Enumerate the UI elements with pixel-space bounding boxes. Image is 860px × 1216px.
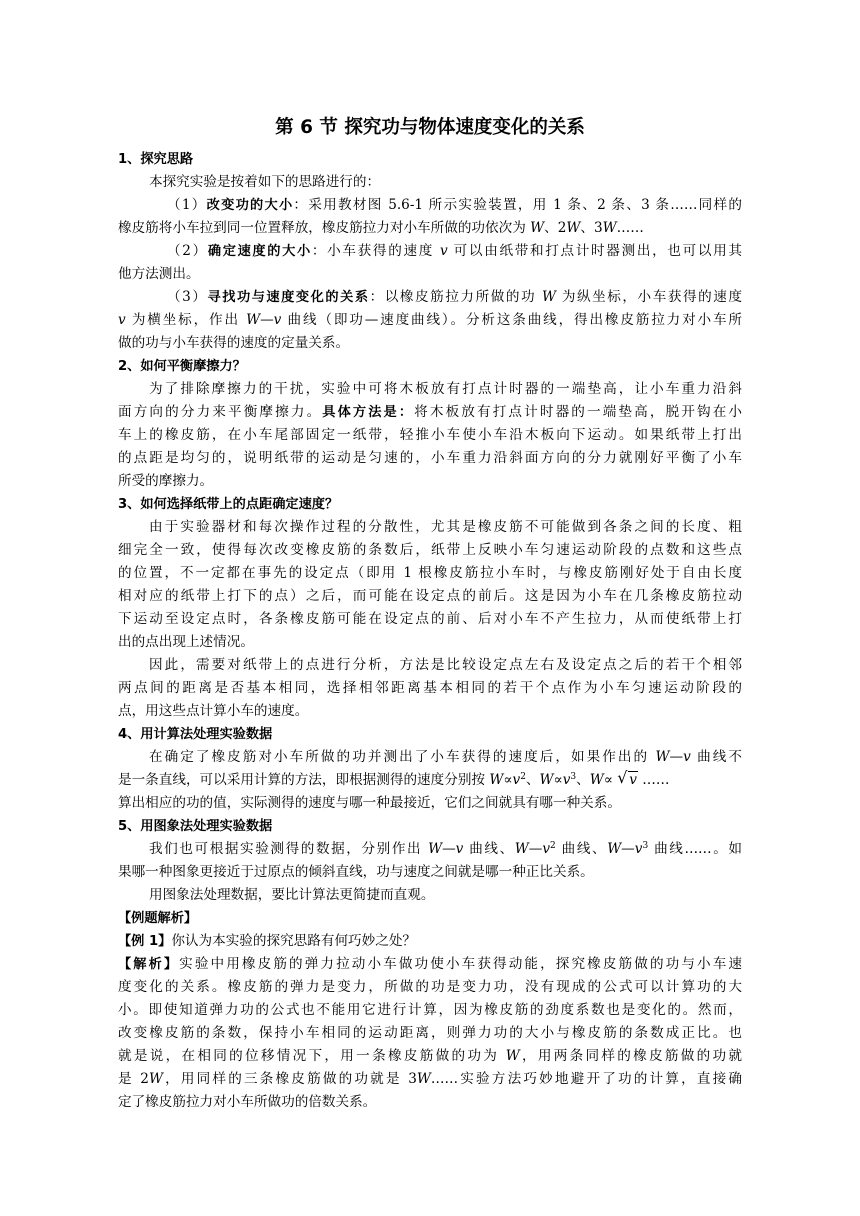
curve-name: W—v <box>514 841 551 857</box>
text-run: 就是说，在相同的位移情况下，用一条橡皮筋做的功为 <box>118 1048 506 1064</box>
text-run: 曲线……。如 <box>648 841 742 857</box>
radical-sign-icon: √ <box>617 769 628 787</box>
var-w: W <box>566 220 581 236</box>
paragraph-line <box>118 838 742 861</box>
exponent: 3 <box>642 841 649 851</box>
relation-sqrt: W∝ <box>589 772 613 788</box>
page-title: 第 6 节 探究功与物体速度变化的关系 <box>275 117 585 138</box>
text-run: 曲线、 <box>463 841 515 857</box>
text-run: 、3 <box>580 220 603 236</box>
paragraph-line <box>118 217 742 240</box>
text-run: 在确定了橡皮筋对小车所做的功并测出了小车获得的速度后，如果作出的 <box>149 749 656 765</box>
paragraph-line <box>118 1045 742 1068</box>
example-question <box>118 930 742 953</box>
paragraph-line <box>118 746 742 769</box>
paragraph-line: 车上的橡皮筋，在小车尾部固定一纸带，轻推小车使小车沿木板向下运动。如果纸带上打出 <box>118 427 742 443</box>
text-run: 曲线、 <box>555 841 608 857</box>
paragraph-line: 点，用这些点计算小车的速度。 <box>118 703 309 719</box>
text-run: 为纵坐标，小车获得的速度 <box>555 289 742 305</box>
paragraph-line: 出的点出现上述情况。 <box>118 634 254 650</box>
text-run: ：小车获得的速度 <box>311 243 440 259</box>
relation-v3: W∝v <box>539 772 571 788</box>
bold-term: 寻找功与速度变化的关系 <box>207 290 370 305</box>
text-run: 曲线（即功—速度曲线）。分析这条曲线，得出橡皮筋拉力对小车所 <box>281 312 742 328</box>
text-run: 、2 <box>544 220 567 236</box>
text-run: ，用两条同样的橡皮筋做的功就 <box>519 1048 742 1064</box>
paragraph-line <box>118 953 742 976</box>
paragraph-line: 为了排除摩擦力的干扰，实验中可将木板放有打点计时器的一端垫高，让小车重力沿斜 <box>149 381 742 397</box>
paragraph-line: 定了橡皮筋拉力对小车所做功的倍数关系。 <box>118 1094 377 1110</box>
text-run: ……实验方法巧妙地避开了功的计算，直接确 <box>430 1071 742 1087</box>
paragraph-line <box>118 194 742 217</box>
paragraph-line: 用图象法处理数据，要比计算法更简捷而直观。 <box>149 887 435 903</box>
curve-name: W—v <box>428 841 464 857</box>
text-run: 橡皮筋将小车拉到同一位置释放，橡皮筋拉力对小车所做的功依次为 <box>118 220 531 236</box>
section-heading-3: 3、如何选择纸带上的点距确定速度？ <box>118 497 339 512</box>
var-w: W <box>148 1071 163 1087</box>
curve-name: W—v <box>655 749 691 765</box>
item-number: （3） <box>167 289 208 305</box>
text-run: …… <box>616 220 644 236</box>
item-number: （1） <box>167 197 207 213</box>
exponent: 2 <box>550 841 556 851</box>
exponent: 3 <box>570 772 577 782</box>
paragraph-line: 细完全一致，使得每次改变橡皮筋的条数后，纸带上反映小车匀速运动阶段的点数和这些点 <box>118 542 742 558</box>
paragraph-line: 的点距是均匀的，说明纸带的运动是匀速的，小车重力沿斜面方向的分力就刚好平衡了小车 <box>118 450 742 466</box>
text-run: 、 <box>576 772 590 788</box>
text-run: 曲线不 <box>690 749 742 765</box>
paragraph-line: 下运动至设定点时，各条橡皮筋可能在设定点的前、后对小车不产生拉力，从而使纸带上打 <box>118 611 742 627</box>
text-run: ，用同样的三条橡皮筋做的功就是 3 <box>162 1071 417 1087</box>
bold-term: 改变功的大小 <box>206 198 294 213</box>
paragraph-line: 两点间的距离是否基本相同，选择相邻距离基本相同的若干个点作为小车匀速运动阶段的 <box>118 680 742 696</box>
paragraph-line <box>118 401 742 424</box>
text-run: 是一条直线，可以采用计算的方法，即根据测得的速度分别按 <box>118 772 490 788</box>
paragraph-line: 所受的摩擦力。 <box>118 473 214 489</box>
text-run: 可以由纸带和打点计时器测出，也可以用其 <box>447 243 742 259</box>
var-w: W <box>542 289 556 305</box>
text-run: 实验中用橡皮筋的弹力拉动小车做功使小车获得动能，探究橡皮筋做的功与小车速 <box>179 956 742 972</box>
var-w: W <box>416 1071 431 1087</box>
paragraph-line: 由于实验器材和每次操作过程的分散性，尤其是橡皮筋不可能做到各条之间的长度、粗 <box>149 519 742 535</box>
var-v: v <box>118 312 126 328</box>
text-run: 是 2 <box>118 1071 149 1087</box>
var-w: W <box>530 220 545 236</box>
paragraph-line: 小。即使知道弹力功的公式也不能用它进行计算，因为橡皮筋的劲度系数也是变化的。然而， <box>118 1002 742 1018</box>
paragraph-line: 改变橡皮筋的条数，保持小车相同的运动距离，则弹力功的大小与橡皮筋的条数成正比。也 <box>118 1025 742 1041</box>
section-heading-5: 5、用图象法处理实验数据 <box>118 819 273 834</box>
paragraph-line: 做的功与小车获得的速度的定量关系。 <box>118 335 350 351</box>
paragraph-line: 他方法测出。 <box>118 266 200 282</box>
curve-name: W—v <box>246 312 282 328</box>
paragraph-line <box>118 286 742 309</box>
paragraph-line: 果哪一种图象更接近于过原点的倾斜直线，功与速度之间就是哪一种正比关系。 <box>118 864 594 880</box>
section-heading-2: 2、如何平衡摩擦力？ <box>118 359 246 374</box>
bold-term: 具体方法是： <box>322 405 415 420</box>
paragraph-line <box>118 769 742 792</box>
paragraph-line: 算出相应的功的值，实际测得的速度与哪一种最接近，它们之间就具有哪一种关系。 <box>118 795 621 811</box>
exponent: 2 <box>520 772 526 782</box>
var-w: W <box>602 220 617 236</box>
section-heading-4: 4、用计算法处理实验数据 <box>118 727 273 742</box>
text-run: 为横坐标，作出 <box>125 312 247 328</box>
example-label: 【例 1】 <box>118 934 172 949</box>
paragraph-line: 因此，需要对纸带上的点进行分析，方法是比较设定点左右及设定点之后的若干个相邻 <box>149 657 742 673</box>
text-run: 、 <box>525 772 540 788</box>
paragraph-line: 相对应的纸带上打下的点）之后，而可能在设定点的前后。这是因为小车在几条橡皮筋拉动 <box>118 588 742 604</box>
paragraph-line <box>118 240 742 263</box>
paragraph-line <box>118 309 742 332</box>
paragraph-line: 本探究实验是按着如下的思路进行的： <box>149 174 381 190</box>
section-heading-1: 1、探究思路 <box>118 152 194 167</box>
var-w: W <box>505 1048 520 1064</box>
paragraph-line <box>118 1068 742 1091</box>
var-v: v <box>439 243 448 259</box>
sqrt-expression <box>617 769 638 792</box>
item-number: （2） <box>167 243 208 259</box>
text-run: …… <box>642 772 670 788</box>
curve-name: W—v <box>607 841 643 857</box>
text-run: ：以橡皮筋拉力所做的功 <box>369 289 542 305</box>
example-section-heading: 【例题解析】 <box>118 911 198 926</box>
text-run: ：采用教材图 5.6-1 所示实验装置，用 1 条、2 条、3 条……同样的 <box>293 197 742 213</box>
paragraph-line: 的位置，不一定都在事先的设定点（即用 1 根橡皮筋拉小车时，与橡皮筋刚好处于自由长度 <box>118 565 742 581</box>
analysis-label: 【解析】 <box>118 957 180 972</box>
radicand: v <box>629 772 637 788</box>
text-run: 你认为本实验的探究思路有何巧妙之处？ <box>171 933 417 949</box>
relation-v2: W∝v <box>489 772 521 788</box>
text-run: 面方向的分力来平衡摩擦力。 <box>118 404 323 420</box>
text-run: 将木板放有打点计时器的一端垫高，脱开钩在小 <box>414 404 742 420</box>
text-run: 我们也可根据实验测得的数据，分别作出 <box>149 841 429 857</box>
paragraph-line: 度变化的关系。橡皮筋的弹力是变力，所做的功是变力功，没有现成的公式可以计算功的大 <box>118 979 742 995</box>
bold-term: 确定速度的大小 <box>207 244 312 259</box>
